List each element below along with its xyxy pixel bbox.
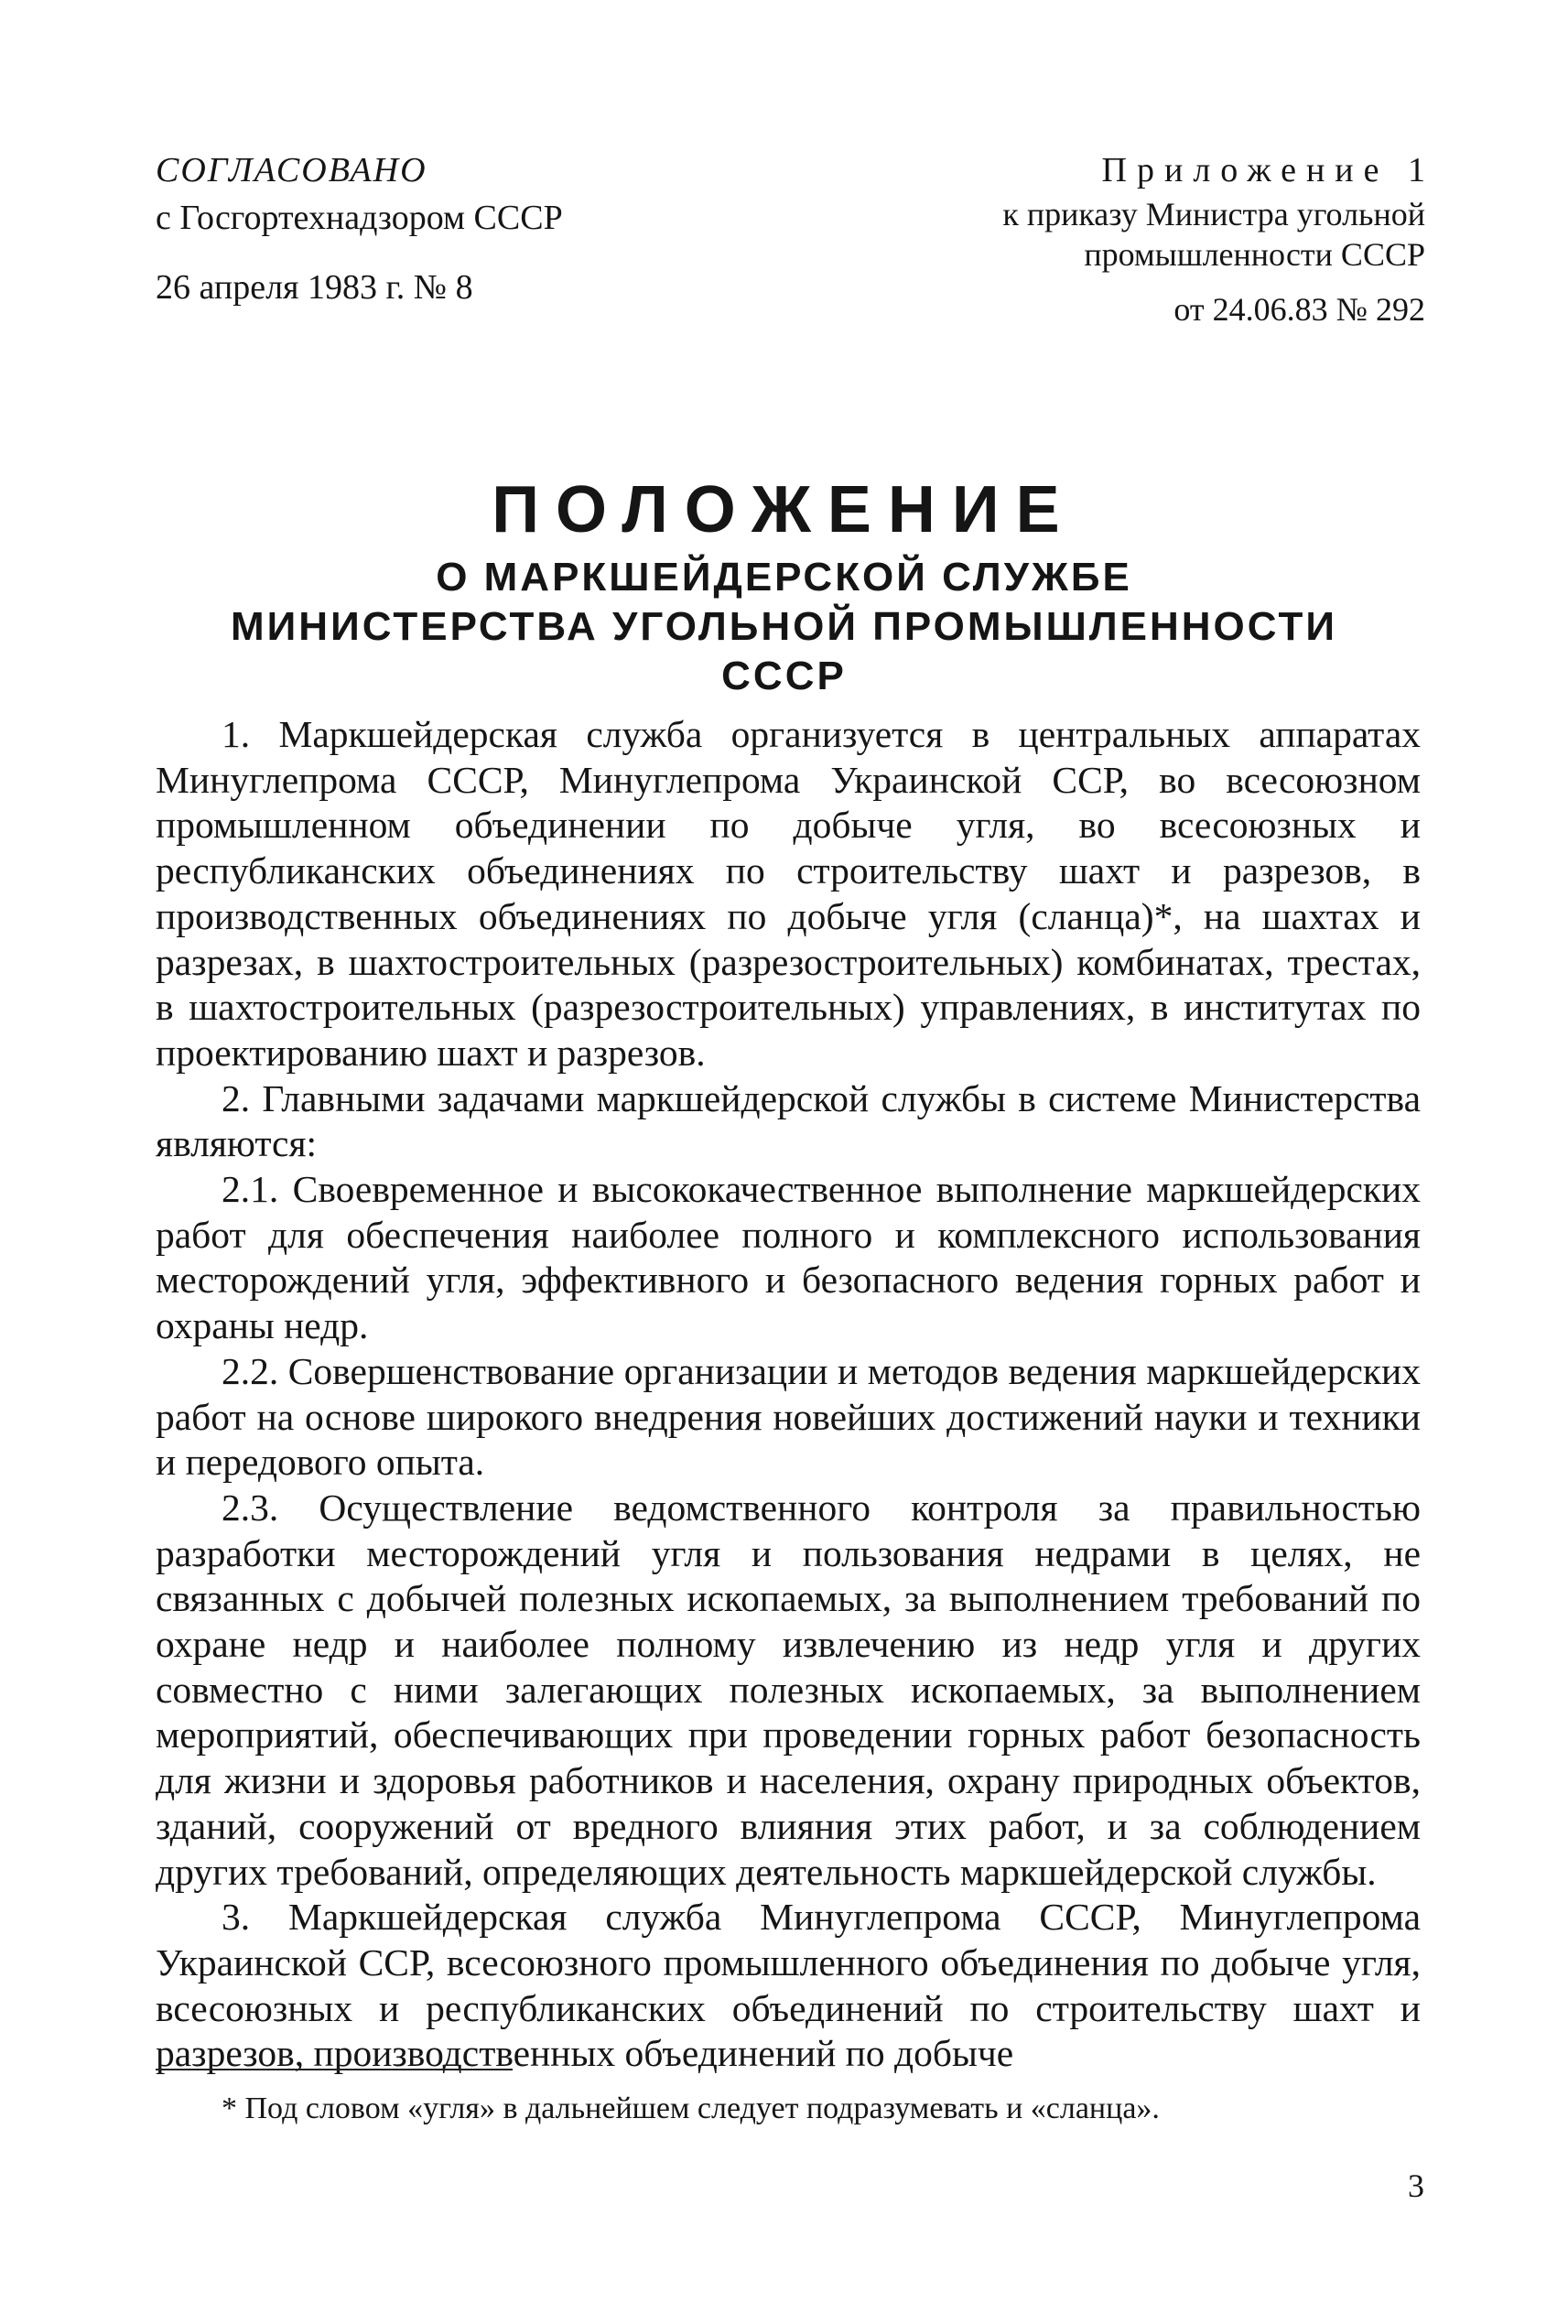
paragraph-3: 3. Маркшейдерская служба Минуглепрома СССР, Минуглепрома Украинской ССР, всесоюзного промышленного объединения по добыче угля, всесоюзных и республиканских объединений по строительству шахт и разрезов, производственных объединений по добыче <box>156 1896 1421 2075</box>
footnote: * Под словом «угля» в дальнейшем следует подразумевать и «сланца». <box>222 2092 1160 2125</box>
approval-date: 26 апреля 1983 г. № 8 <box>156 268 473 307</box>
paragraph-2: 2. Главными задачами маркшейдерской службы в системе Министерства являются: <box>156 1076 1421 1165</box>
approval-authority: с Госгортехнадзором СССР <box>156 199 563 237</box>
document-subtitle <box>146 553 1422 701</box>
document-title: ПОЛОЖЕНИЕ <box>492 473 1076 546</box>
appendix-date: от 24.06.83 № 292 <box>1173 291 1425 328</box>
appendix-block <box>766 146 1435 330</box>
subtitle-line: СССР <box>721 654 847 698</box>
paragraph-2-2: 2.2. Совершенствование организации и методов ведения маркшейдерских работ на основе широкого внедрения новейших достижений науки и техники и передового опыта. <box>156 1349 1421 1484</box>
paragraph-2-3: 2.3. Осуществление ведомственного контроля за правильностью разработки месторождений угля и пользования недрами в целях, не связанных с добычей полезных ископаемых, за выполнением требований по охране недр и наиболее полному извлечению из недр угля и других совместно с ними залегающих полезных ископаемых, за выполнением мероприятий, обеспечивающих при проведении горных работ безопасность для жизни и здоровья работников и населения, охрану природных объектов, зданий, сооружений от вредного влияния этих работ, и за соблюдением других требований, определяющих деятельность маркшейдерской службы. <box>156 1486 1421 1893</box>
footnote-divider <box>156 2069 513 2070</box>
appendix-order-line: к приказу Министра угольной <box>1002 196 1425 232</box>
appendix-title: Приложение 1 <box>1101 151 1435 189</box>
appendix-ministry-line: промышленности СССР <box>1084 236 1425 273</box>
page-number: 3 <box>1408 2167 1424 2204</box>
paragraph-2-1: 2.1. Своевременное и высококачественное выполнение маркшейдерских работ для обеспечения наиболее полного и комплексного использования месторождений угля, эффективного и безопасного ведения горных работ и охраны недр. <box>156 1168 1421 1347</box>
paragraph-1: 1. Маркшейдерская служба организуется в центральных аппаратах Минуглепрома СССР, Минуглепрома Украинской ССР, во всесоюзном промышленном объединении по добыче угля, во всесоюзных и республиканских объединениях по строительству шахт и разрезов, в производственных объединениях по добыче угля (сланца)*, на шахтах и разрезах, в шахтостроительных (разрезостроительных) комбинатах, трестах, в шахтостроительных (разрезостроительных) управлениях, в институтах по проектированию шахт и разрезов. <box>156 713 1421 1074</box>
subtitle-line: О МАРКШЕЙДЕРСКОЙ СЛУЖБЕ <box>436 555 1132 600</box>
approval-block <box>156 146 668 311</box>
subtitle-line: МИНИСТЕРСТВА УГОЛЬНОЙ ПРОМЫШЛЕННОСТИ <box>231 604 1337 649</box>
approval-stamp: СОГЛАСОВАНО <box>156 151 427 189</box>
document-body <box>156 712 1421 2077</box>
